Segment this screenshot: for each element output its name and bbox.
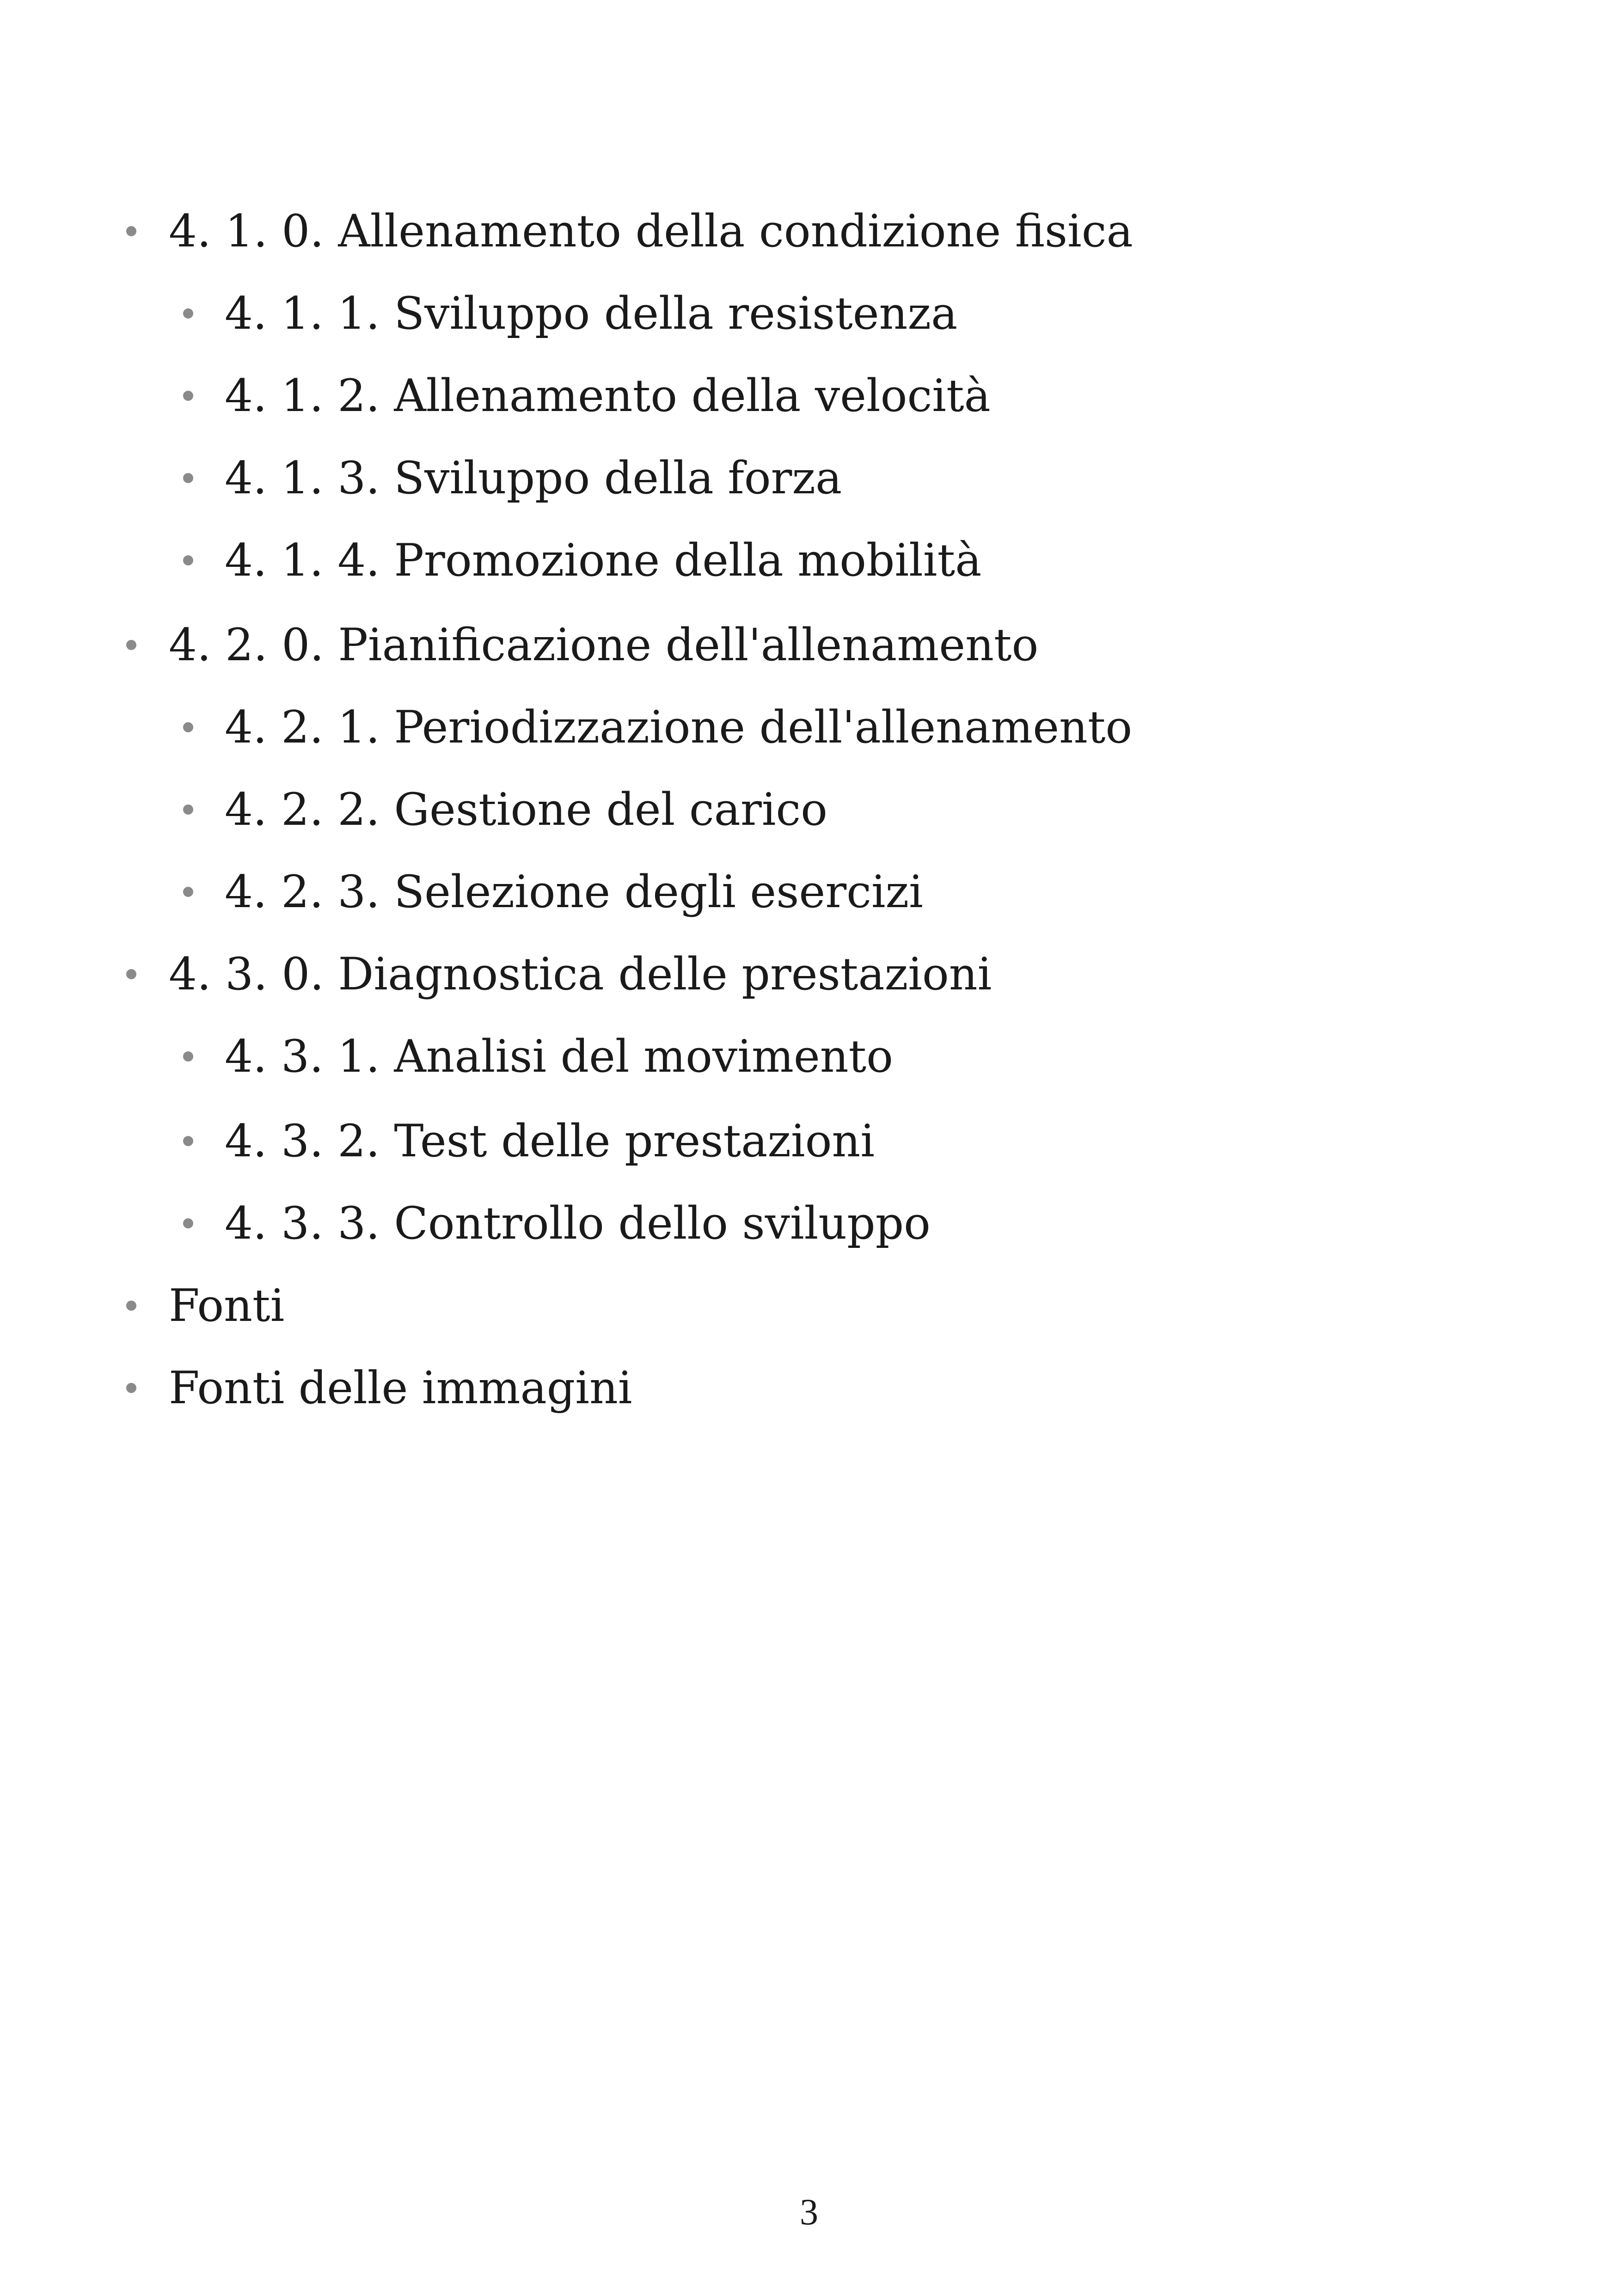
bullet-icon (183, 308, 193, 319)
toc-item-label: 4. 1. 2. Allenamento della velocità (225, 370, 991, 422)
toc-item-label: 4. 3. 3. Controllo dello sviluppo (225, 1197, 931, 1249)
bullet-icon (126, 969, 136, 979)
toc-item-label: Fonti (169, 1280, 285, 1332)
toc-item-4-2-1[interactable] (183, 700, 1132, 755)
page-number: 3 (800, 2192, 818, 2233)
toc-item-4-1-1[interactable] (183, 286, 957, 341)
bullet-icon (183, 1051, 193, 1062)
toc-item-4-2-2[interactable] (183, 782, 827, 837)
toc-item-label: 4. 2. 1. Periodizzazione dell'allenamento (225, 701, 1133, 753)
bullet-icon (126, 1383, 136, 1393)
bullet-icon (183, 887, 193, 897)
toc-item-4-2-0[interactable] (126, 617, 1038, 673)
bullet-icon (183, 1218, 193, 1228)
bullet-icon (126, 226, 136, 236)
toc-item-4-1-0[interactable] (126, 203, 1133, 259)
toc-item-label: Fonti delle immagini (169, 1362, 632, 1414)
bullet-icon (183, 391, 193, 401)
bullet-icon (126, 1301, 136, 1311)
bullet-icon (126, 640, 136, 650)
toc-item-label: 4. 2. 0. Pianificazione dell'allenamento (169, 619, 1039, 671)
toc-item-fonti[interactable] (126, 1278, 284, 1333)
bullet-icon (183, 555, 193, 565)
toc-item-label: 4. 1. 0. Allenamento della condizione fisica (169, 205, 1133, 257)
bullet-icon (183, 804, 193, 815)
toc-item-4-1-2[interactable] (183, 368, 991, 424)
toc-item-4-3-2[interactable] (183, 1113, 875, 1169)
toc-item-fonti-immagini[interactable] (126, 1360, 632, 1416)
toc-item-4-3-0[interactable] (126, 946, 992, 1002)
toc-item-label: 4. 1. 3. Sviluppo della forza (225, 452, 842, 504)
toc-item-4-3-3[interactable] (183, 1196, 931, 1251)
bullet-icon (183, 722, 193, 732)
toc-item-4-2-3[interactable] (183, 864, 923, 920)
bullet-icon (183, 1136, 193, 1146)
bullet-icon (183, 473, 193, 483)
toc-item-4-1-4[interactable] (183, 533, 981, 588)
toc-item-label: 4. 2. 2. Gestione del carico (225, 784, 827, 835)
toc-item-label: 4. 3. 2. Test delle prestazioni (225, 1115, 875, 1167)
toc-item-4-1-3[interactable] (183, 450, 842, 506)
toc-item-label: 4. 1. 4. Promozione della mobilità (225, 534, 982, 586)
toc-item-4-3-1[interactable] (183, 1029, 893, 1084)
toc-item-label: 4. 1. 1. Sviluppo della resistenza (225, 288, 958, 339)
toc-item-label: 4. 2. 3. Selezione degli esercizi (225, 866, 923, 918)
toc-item-label: 4. 3. 1. Analisi del movimento (225, 1031, 893, 1082)
toc-item-label: 4. 3. 0. Diagnostica delle prestazioni (169, 948, 992, 1000)
